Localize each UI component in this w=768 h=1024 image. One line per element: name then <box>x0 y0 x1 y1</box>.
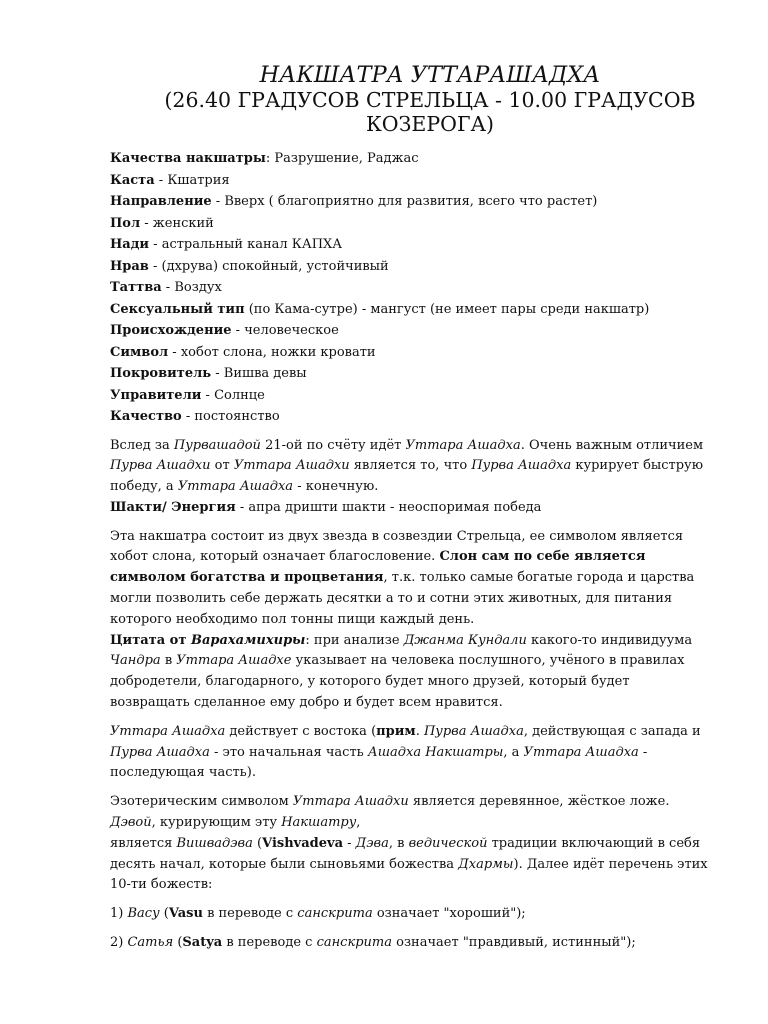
paragraph-shakti <box>110 498 710 519</box>
property-value: женский <box>152 215 214 231</box>
property-label: Каста <box>110 172 155 188</box>
paragraph-esoteric: Эзотерическим символом Уттара Ашадхи является деревянное, жёсткое ложе. Дэвой, курирующим эту Накшатру, является Вишвадэва (Vishvadeva - Дэва, в ведической традиции включающий в себя десять начал, которые были сыновьями божества Дхармы). Далее идёт перечень этих 10-ти божеств: <box>110 794 708 893</box>
property-value: Вверх ( благоприятно для развития, всего что растет) <box>224 194 598 209</box>
shakti-value: - апра дришти шакти - неоспоримая победа <box>235 499 542 515</box>
property-row: Пол - женский <box>110 215 214 231</box>
property-value: Кшатрия <box>167 172 230 188</box>
property-value: постоянство <box>194 409 280 424</box>
property-row: Качество - постоянство <box>110 409 280 424</box>
property-row: Таттва - Воздух <box>110 280 222 295</box>
property-row: Управители - Солнце <box>110 387 265 403</box>
property-value: (дхрува) спокойный, устойчивый <box>161 258 389 274</box>
document-page <box>110 62 710 954</box>
property-value: Вишва девы <box>223 366 307 381</box>
properties-list <box>110 148 710 428</box>
property-label: Нрав <box>110 258 149 274</box>
property-value: Солнце <box>214 387 265 403</box>
property-row: Качества накшатры: Разрушение, Раджас <box>110 151 419 166</box>
title-block <box>110 62 710 136</box>
property-value: Воздух <box>174 280 222 295</box>
property-row: Нрав - (дхрува) спокойный, устойчивый <box>110 258 389 274</box>
property-row <box>110 299 710 321</box>
list-item: 2) Сатья (Satya в переводе с санскрита означает "правдивый, истинный"); <box>110 935 636 951</box>
property-label: Покровитель <box>110 366 212 381</box>
property-value: человеческое <box>244 323 339 338</box>
property-label: Пол <box>110 215 141 231</box>
paragraph-stars: Эта накшатра состоит из двух звезда в созвездии Стрельца, ее символом является хобот слона, который означает благословение. Слон сам по себе является символом богатства и процветания, т.к. только самые богатые города и царства могли позволить себе держать десятки а то и сотни этих животных, для питания которого необходимо пол тонны пищи каждый день. <box>110 528 695 627</box>
property-value: астральный канал КАПХА <box>161 237 343 252</box>
property-row: Направление - Вверх ( благоприятно для развития, всего что растет) <box>110 194 598 209</box>
property-label: Таттва <box>110 280 162 295</box>
property-label: Происхождение <box>110 323 232 338</box>
paragraph-intro: Вслед за Пурвашадой 21-ой по счёту идёт Уттара Ашадха. Очень важным отличием Пурва Ашадхи от Уттара Ашадхи является то, что Пурва Ашадха курирует быструю победу, а Уттара Ашадха - конечную. <box>110 437 704 495</box>
paragraph-direction: Уттара Ашадха действует с востока (прим. Пурва Ашадха, действующая с запада и Пурва Ашадха - это начальная часть Ашадха Накшатры, а Уттара Ашадха - последующая часть). <box>110 723 701 781</box>
page-subtitle-line1: (26.40 ГРАДУСОВ СТРЕЛЬЦА - 10.00 ГРАДУСОВ <box>164 88 696 112</box>
property-value: Разрушение, Раджас <box>274 151 419 166</box>
page-subtitle-line2: КОЗЕРОГА) <box>365 112 495 136</box>
property-label: Направление <box>110 194 212 209</box>
property-value: хобот слона, ножки кровати <box>180 344 376 360</box>
property-label: Качество <box>110 409 182 424</box>
property-label: Сексуальный тип <box>110 301 245 317</box>
property-label: Символ <box>110 344 169 360</box>
property-label: Качества накшатры <box>110 151 266 166</box>
property-row: Происхождение - человеческое <box>110 323 339 338</box>
property-row: Покровитель - Вишва девы <box>110 366 307 381</box>
page-title: НАКШАТРА УТТАРАШАДХА <box>259 62 601 88</box>
property-label: Нади <box>110 237 150 252</box>
property-row: Нади - астральный канал КАПХА <box>110 237 343 252</box>
shakti-label: Шакти/ Энергия <box>110 499 236 515</box>
property-label: Управители <box>110 387 202 403</box>
property-row: Каста - Кшатрия <box>110 172 230 188</box>
property-row: Символ - хобот слона, ножки кровати <box>110 344 376 360</box>
paragraph-quote: Цитата от Варахамихиры: при анализе Джанма Кундали какого-то индивидуума Чандра в Уттара Ашадхе указывает на человека послушного, учёного в правилах добродетели, благодарного, у которого будет много друзей, который будет возвращать сделанное ему добро и будет всем нравится. <box>110 632 693 711</box>
list-item: 1) Васу (Vasu в переводе с санскрита означает "хороший"); <box>110 906 526 922</box>
property-value: (по Кама-сутре) - мангуст (не имеет пары среди накшатр) <box>248 301 650 317</box>
